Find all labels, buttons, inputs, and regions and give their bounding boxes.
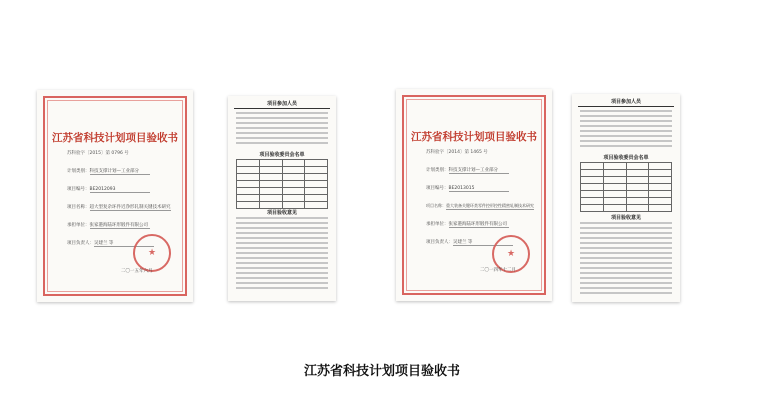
seal-star-icon: ★ (506, 249, 516, 259)
certificate-2 (396, 89, 552, 301)
page-heading-participants: 项目参加人员 (266, 101, 297, 107)
page-heading-committee: 项目验收委员会名单 (259, 152, 305, 158)
participant-text-block (236, 112, 328, 147)
page-heading-opinion: 项目验收意见 (610, 215, 641, 221)
seal-star-icon: ★ (147, 248, 157, 258)
divider (578, 106, 674, 107)
field-plan-type: 计划类别：科技支撑计划—工业部分 (67, 168, 150, 175)
page-heading-committee: 项目验收委员会名单 (603, 155, 649, 161)
opinion-text-block (236, 217, 328, 292)
certificate-date: 二〇一五年六月 (121, 269, 153, 274)
committee-table (236, 159, 328, 209)
certificate-number: 苏科验字〔2015〕第 0796 号 (67, 151, 129, 156)
field-undertaker: 承担单位：张家港海陆环形锻件有限公司 (67, 223, 148, 228)
page-heading-opinion: 项目验收意见 (266, 210, 297, 216)
certificate-date: 二〇一四年十二月 (480, 268, 516, 273)
field-project-number: 项目编号：BE2013015 (426, 185, 509, 192)
certificate-title: 江苏省科技计划项目验收书 (52, 132, 178, 144)
field-leader: 项目负责人：吴建兰 等 (67, 240, 154, 247)
attachment-page-2 (572, 94, 680, 302)
page-caption: 江苏省科技计划项目验收书 (303, 364, 460, 379)
opinion-text-block (580, 222, 672, 297)
attachment-page-1 (228, 96, 336, 301)
field-undertaker: 承担单位：张家港海陆环形锻件有限公司 (426, 222, 507, 227)
certificate-title: 江苏省科技计划项目验收书 (411, 131, 537, 143)
field-project-name: 项目名称：超大型复杂环件近净形轧制关键技术研究 (67, 205, 171, 210)
page-heading-participants: 项目参加人员 (610, 99, 641, 105)
committee-table (580, 162, 672, 212)
field-project-name: 项目名称：重大装备关键环类零件控形控性精密轧制技术研究 (426, 203, 534, 208)
divider (234, 108, 330, 109)
official-seal (133, 234, 171, 272)
certificate-1 (37, 90, 193, 302)
certificate-number: 苏科验字〔2014〕第 1465 号 (426, 150, 488, 155)
field-plan-type: 计划类别：科技支撑计划—工业部分 (426, 167, 509, 174)
field-project-number: 项目编号：BE2012093 (67, 186, 150, 193)
field-leader: 项目负责人：吴建兰 等 (426, 239, 513, 246)
participant-text-block (580, 110, 672, 150)
